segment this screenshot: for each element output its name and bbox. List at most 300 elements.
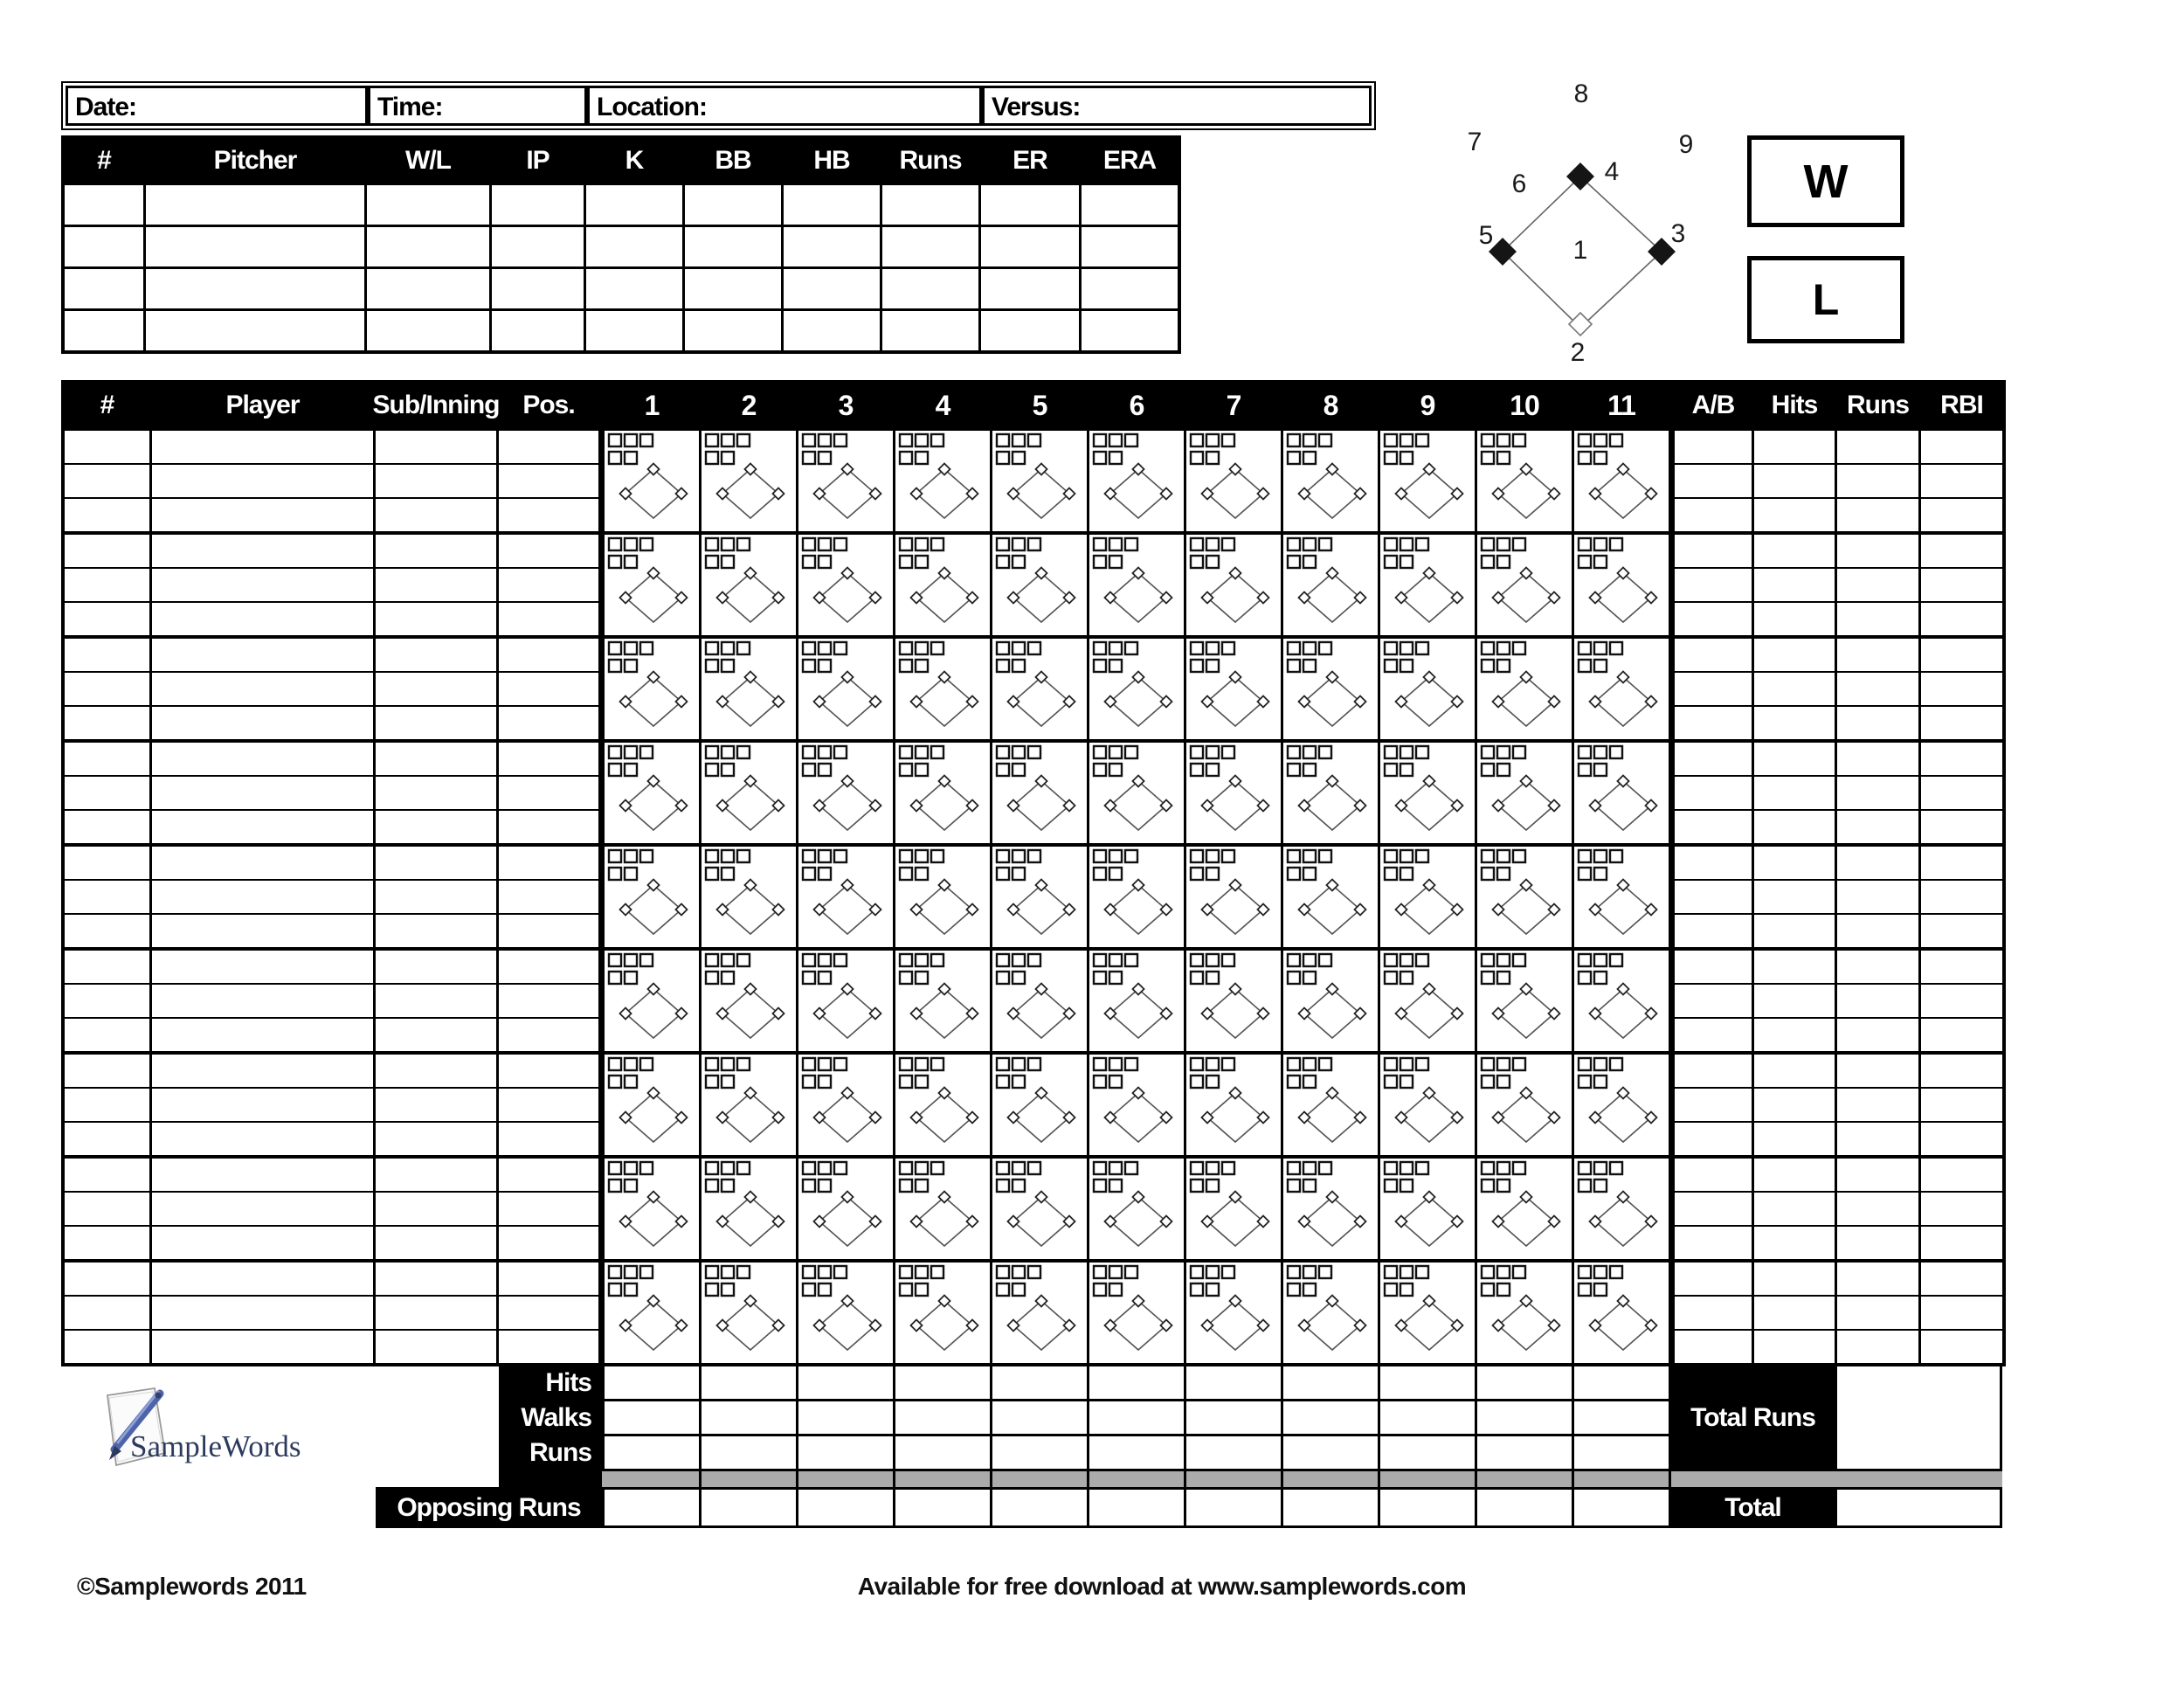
inning-cell[interactable] — [992, 1159, 1087, 1259]
inning-cell[interactable] — [895, 639, 990, 739]
opposing-runs-cell[interactable] — [1283, 1490, 1378, 1525]
position-cell[interactable] — [499, 811, 598, 843]
inning-cell[interactable] — [1283, 535, 1378, 635]
player-number-cell[interactable] — [65, 1263, 149, 1295]
pitch-count-boxes[interactable] — [1579, 538, 1622, 568]
inning-cell[interactable] — [798, 1159, 893, 1259]
rbi-cell[interactable] — [1921, 569, 2002, 601]
inning-cell[interactable] — [992, 535, 1087, 635]
inning-cell[interactable] — [1089, 1055, 1184, 1155]
inning-cell[interactable] — [1089, 743, 1184, 843]
pitch-count-boxes[interactable] — [1288, 1058, 1331, 1088]
runs-cell[interactable] — [1837, 881, 1918, 913]
position-cell[interactable] — [499, 881, 598, 913]
pitcher-cell[interactable] — [981, 227, 1079, 266]
pitch-count-boxes[interactable] — [900, 954, 943, 984]
pitch-count-boxes[interactable] — [1385, 850, 1428, 880]
pitch-count-boxes[interactable] — [1191, 850, 1234, 880]
pitcher-cell[interactable] — [784, 269, 880, 308]
player-number-cell[interactable] — [65, 985, 149, 1017]
inning-cell[interactable] — [1477, 639, 1572, 739]
player-number-cell[interactable] — [65, 1331, 149, 1363]
runs-cell[interactable] — [1837, 811, 1918, 843]
pitcher-cell[interactable] — [685, 269, 781, 308]
pitcher-cell[interactable] — [981, 269, 1079, 308]
inning-cell[interactable] — [1283, 1055, 1378, 1155]
pitch-count-boxes[interactable] — [803, 642, 847, 672]
versus-field[interactable] — [982, 86, 1372, 126]
position-cell[interactable] — [499, 707, 598, 739]
runs-cell[interactable] — [1837, 431, 1918, 463]
inning-cell[interactable] — [605, 1263, 699, 1363]
opposing-runs-cell[interactable] — [1477, 1490, 1572, 1525]
runs-cell[interactable] — [1837, 1331, 1918, 1363]
pitch-count-boxes[interactable] — [900, 642, 943, 672]
pitch-count-boxes[interactable] — [997, 746, 1040, 776]
pitch-count-boxes[interactable] — [1482, 746, 1525, 776]
summary-runs-cell[interactable] — [1089, 1436, 1184, 1469]
pitch-count-boxes[interactable] — [706, 1058, 750, 1088]
runs-cell[interactable] — [1837, 603, 1918, 635]
sub-inning-cell[interactable] — [376, 1123, 496, 1155]
pitcher-cell[interactable] — [586, 269, 682, 308]
player-number-cell[interactable] — [65, 707, 149, 739]
hits-cell[interactable] — [1754, 431, 1835, 463]
inning-cell[interactable] — [895, 743, 990, 843]
inning-cell[interactable] — [1380, 847, 1475, 947]
inning-cell[interactable] — [1283, 639, 1378, 739]
runs-cell[interactable] — [1837, 499, 1918, 531]
inning-cell[interactable] — [1574, 535, 1669, 635]
pitch-count-boxes[interactable] — [706, 1266, 750, 1296]
inning-cell[interactable] — [1186, 639, 1281, 739]
pitch-count-boxes[interactable] — [900, 1162, 943, 1192]
rbi-cell[interactable] — [1921, 1159, 2002, 1191]
at-bats-cell[interactable] — [1675, 1159, 1752, 1191]
summary-hits-cell[interactable] — [992, 1366, 1087, 1399]
pitcher-cell[interactable] — [981, 185, 1079, 225]
inning-cell[interactable] — [1380, 743, 1475, 843]
summary-hits-cell[interactable] — [1477, 1366, 1572, 1399]
pitch-count-boxes[interactable] — [609, 538, 653, 568]
opposing-runs-cell[interactable] — [798, 1490, 893, 1525]
sub-inning-cell[interactable] — [376, 951, 496, 983]
hits-cell[interactable] — [1754, 985, 1835, 1017]
inning-cell[interactable] — [1380, 535, 1475, 635]
pitch-count-boxes[interactable] — [1385, 1266, 1428, 1296]
inning-cell[interactable] — [798, 535, 893, 635]
inning-cell[interactable] — [605, 951, 699, 1051]
hits-cell[interactable] — [1754, 847, 1835, 879]
player-number-cell[interactable] — [65, 915, 149, 947]
inning-cell[interactable] — [798, 1263, 893, 1363]
summary-walks-cell[interactable] — [702, 1401, 796, 1434]
summary-runs-cell[interactable] — [605, 1436, 699, 1469]
pitch-count-boxes[interactable] — [900, 1266, 943, 1296]
sub-inning-cell[interactable] — [376, 1263, 496, 1295]
inning-cell[interactable] — [992, 951, 1087, 1051]
inning-cell[interactable] — [1283, 847, 1378, 947]
pitch-count-boxes[interactable] — [706, 850, 750, 880]
pitch-count-boxes[interactable] — [803, 746, 847, 776]
pitch-count-boxes[interactable] — [1288, 434, 1331, 464]
pitch-count-boxes[interactable] — [1579, 1058, 1622, 1088]
pitch-count-boxes[interactable] — [609, 434, 653, 464]
rbi-cell[interactable] — [1921, 881, 2002, 913]
pitcher-cell[interactable] — [882, 311, 978, 350]
summary-walks-cell[interactable] — [1380, 1401, 1475, 1434]
position-cell[interactable] — [499, 603, 598, 635]
pitcher-cell[interactable] — [882, 269, 978, 308]
inning-cell[interactable] — [1574, 1159, 1669, 1259]
hits-cell[interactable] — [1754, 535, 1835, 567]
pitch-count-boxes[interactable] — [1191, 642, 1234, 672]
pitch-count-boxes[interactable] — [803, 1266, 847, 1296]
pitch-count-boxes[interactable] — [706, 954, 750, 984]
pitch-count-boxes[interactable] — [997, 1162, 1040, 1192]
opposing-runs-cell[interactable] — [895, 1490, 990, 1525]
inning-cell[interactable] — [1380, 431, 1475, 531]
pitch-count-boxes[interactable] — [1579, 642, 1622, 672]
player-number-cell[interactable] — [65, 1227, 149, 1259]
player-number-cell[interactable] — [65, 673, 149, 705]
inning-cell[interactable] — [1477, 1159, 1572, 1259]
inning-cell[interactable] — [1283, 431, 1378, 531]
pitch-count-boxes[interactable] — [1191, 1266, 1234, 1296]
sub-inning-cell[interactable] — [376, 569, 496, 601]
pitcher-cell[interactable] — [367, 269, 489, 308]
opposing-runs-cell[interactable] — [702, 1490, 796, 1525]
runs-cell[interactable] — [1837, 1227, 1918, 1259]
player-name-cell[interactable] — [152, 1089, 373, 1121]
inning-cell[interactable] — [1574, 639, 1669, 739]
summary-hits-cell[interactable] — [702, 1366, 796, 1399]
pitch-count-boxes[interactable] — [1094, 538, 1137, 568]
hits-cell[interactable] — [1754, 569, 1835, 601]
position-cell[interactable] — [499, 1297, 598, 1329]
opposing-runs-cell[interactable] — [605, 1490, 699, 1525]
hits-cell[interactable] — [1754, 777, 1835, 809]
pitch-count-boxes[interactable] — [1385, 746, 1428, 776]
runs-cell[interactable] — [1837, 569, 1918, 601]
player-name-cell[interactable] — [152, 881, 373, 913]
player-number-cell[interactable] — [65, 1193, 149, 1225]
hits-cell[interactable] — [1754, 465, 1835, 497]
hits-cell[interactable] — [1754, 743, 1835, 775]
pitch-count-boxes[interactable] — [1094, 1266, 1137, 1296]
player-name-cell[interactable] — [152, 535, 373, 567]
pitch-count-boxes[interactable] — [1094, 1058, 1137, 1088]
position-cell[interactable] — [499, 777, 598, 809]
position-cell[interactable] — [499, 1227, 598, 1259]
inning-cell[interactable] — [605, 743, 699, 843]
hits-cell[interactable] — [1754, 1089, 1835, 1121]
rbi-cell[interactable] — [1921, 743, 2002, 775]
pitch-count-boxes[interactable] — [706, 746, 750, 776]
pitch-count-boxes[interactable] — [1482, 1266, 1525, 1296]
player-number-cell[interactable] — [65, 465, 149, 497]
runs-cell[interactable] — [1837, 1089, 1918, 1121]
summary-runs-cell[interactable] — [1477, 1436, 1572, 1469]
inning-cell[interactable] — [1380, 1263, 1475, 1363]
inning-cell[interactable] — [1283, 1263, 1378, 1363]
player-number-cell[interactable] — [65, 431, 149, 463]
pitcher-cell[interactable] — [65, 227, 143, 266]
position-cell[interactable] — [499, 847, 598, 879]
opposing-runs-cell[interactable] — [1574, 1490, 1669, 1525]
inning-cell[interactable] — [1380, 1159, 1475, 1259]
inning-cell[interactable] — [702, 743, 796, 843]
at-bats-cell[interactable] — [1675, 1193, 1752, 1225]
inning-cell[interactable] — [702, 1055, 796, 1155]
pitch-count-boxes[interactable] — [1288, 954, 1331, 984]
pitcher-cell[interactable] — [882, 227, 978, 266]
inning-cell[interactable] — [1186, 951, 1281, 1051]
inning-cell[interactable] — [1089, 1159, 1184, 1259]
runs-cell[interactable] — [1837, 915, 1918, 947]
pitch-count-boxes[interactable] — [900, 434, 943, 464]
sub-inning-cell[interactable] — [376, 881, 496, 913]
pitcher-cell[interactable] — [367, 185, 489, 225]
position-cell[interactable] — [499, 465, 598, 497]
inning-cell[interactable] — [1186, 431, 1281, 531]
inning-cell[interactable] — [1186, 743, 1281, 843]
summary-runs-cell[interactable] — [702, 1436, 796, 1469]
sub-inning-cell[interactable] — [376, 1055, 496, 1087]
hits-cell[interactable] — [1754, 1263, 1835, 1295]
inning-cell[interactable] — [1574, 431, 1669, 531]
player-name-cell[interactable] — [152, 1159, 373, 1191]
summary-runs-cell[interactable] — [798, 1436, 893, 1469]
player-number-cell[interactable] — [65, 743, 149, 775]
pitch-count-boxes[interactable] — [1579, 1266, 1622, 1296]
at-bats-cell[interactable] — [1675, 707, 1752, 739]
inning-cell[interactable] — [895, 951, 990, 1051]
sub-inning-cell[interactable] — [376, 1089, 496, 1121]
pitch-count-boxes[interactable] — [997, 954, 1040, 984]
inning-cell[interactable] — [1186, 535, 1281, 635]
inning-cell[interactable] — [605, 535, 699, 635]
pitcher-cell[interactable] — [367, 227, 489, 266]
pitch-count-boxes[interactable] — [997, 1266, 1040, 1296]
position-cell[interactable] — [499, 1331, 598, 1363]
player-name-cell[interactable] — [152, 847, 373, 879]
position-cell[interactable] — [499, 1019, 598, 1051]
inning-cell[interactable] — [895, 1159, 990, 1259]
pitcher-cell[interactable] — [492, 227, 584, 266]
sub-inning-cell[interactable] — [376, 743, 496, 775]
rbi-cell[interactable] — [1921, 1331, 2002, 1363]
sub-inning-cell[interactable] — [376, 915, 496, 947]
at-bats-cell[interactable] — [1675, 1055, 1752, 1087]
inning-cell[interactable] — [605, 431, 699, 531]
inning-cell[interactable] — [895, 1263, 990, 1363]
sub-inning-cell[interactable] — [376, 499, 496, 531]
pitch-count-boxes[interactable] — [997, 850, 1040, 880]
pitch-count-boxes[interactable] — [900, 1058, 943, 1088]
runs-cell[interactable] — [1837, 743, 1918, 775]
inning-cell[interactable] — [1574, 1055, 1669, 1155]
summary-hits-cell[interactable] — [1574, 1366, 1669, 1399]
player-number-cell[interactable] — [65, 1159, 149, 1191]
hits-cell[interactable] — [1754, 707, 1835, 739]
opposing-runs-cell[interactable] — [1089, 1490, 1184, 1525]
sub-inning-cell[interactable] — [376, 535, 496, 567]
opposing-runs-cell[interactable] — [1186, 1490, 1281, 1525]
pitch-count-boxes[interactable] — [900, 850, 943, 880]
position-cell[interactable] — [499, 743, 598, 775]
summary-runs-cell[interactable] — [1186, 1436, 1281, 1469]
summary-walks-cell[interactable] — [1283, 1401, 1378, 1434]
sub-inning-cell[interactable] — [376, 1297, 496, 1329]
pitcher-cell[interactable] — [146, 227, 364, 266]
at-bats-cell[interactable] — [1675, 431, 1752, 463]
position-cell[interactable] — [499, 915, 598, 947]
player-name-cell[interactable] — [152, 673, 373, 705]
runs-cell[interactable] — [1837, 465, 1918, 497]
hits-cell[interactable] — [1754, 1159, 1835, 1191]
hits-cell[interactable] — [1754, 1193, 1835, 1225]
inning-cell[interactable] — [1186, 1055, 1281, 1155]
pitcher-cell[interactable] — [492, 311, 584, 350]
inning-cell[interactable] — [895, 535, 990, 635]
pitcher-cell[interactable] — [784, 227, 880, 266]
pitch-count-boxes[interactable] — [1288, 642, 1331, 672]
pitch-count-boxes[interactable] — [1385, 538, 1428, 568]
inning-cell[interactable] — [992, 639, 1087, 739]
pitch-count-boxes[interactable] — [1288, 538, 1331, 568]
hits-cell[interactable] — [1754, 1055, 1835, 1087]
inning-cell[interactable] — [798, 743, 893, 843]
player-name-cell[interactable] — [152, 915, 373, 947]
summary-walks-cell[interactable] — [895, 1401, 990, 1434]
inning-cell[interactable] — [702, 431, 796, 531]
inning-cell[interactable] — [895, 1055, 990, 1155]
at-bats-cell[interactable] — [1675, 535, 1752, 567]
pitcher-cell[interactable] — [492, 269, 584, 308]
rbi-cell[interactable] — [1921, 465, 2002, 497]
inning-cell[interactable] — [702, 951, 796, 1051]
player-name-cell[interactable] — [152, 1227, 373, 1259]
inning-cell[interactable] — [1283, 1159, 1378, 1259]
pitch-count-boxes[interactable] — [706, 1162, 750, 1192]
pitcher-cell[interactable] — [685, 227, 781, 266]
summary-hits-cell[interactable] — [798, 1366, 893, 1399]
player-number-cell[interactable] — [65, 1055, 149, 1087]
hits-cell[interactable] — [1754, 1331, 1835, 1363]
pitch-count-boxes[interactable] — [1288, 1266, 1331, 1296]
pitch-count-boxes[interactable] — [1191, 746, 1234, 776]
runs-cell[interactable] — [1837, 639, 1918, 671]
summary-walks-cell[interactable] — [1186, 1401, 1281, 1434]
pitch-count-boxes[interactable] — [609, 850, 653, 880]
sub-inning-cell[interactable] — [376, 777, 496, 809]
summary-hits-cell[interactable] — [1186, 1366, 1281, 1399]
inning-cell[interactable] — [798, 1055, 893, 1155]
at-bats-cell[interactable] — [1675, 1297, 1752, 1329]
at-bats-cell[interactable] — [1675, 915, 1752, 947]
pitch-count-boxes[interactable] — [609, 746, 653, 776]
rbi-cell[interactable] — [1921, 1227, 2002, 1259]
rbi-cell[interactable] — [1921, 1193, 2002, 1225]
at-bats-cell[interactable] — [1675, 1263, 1752, 1295]
time-field[interactable] — [368, 86, 587, 126]
inning-cell[interactable] — [1089, 1263, 1184, 1363]
pitcher-cell[interactable] — [146, 269, 364, 308]
pitch-count-boxes[interactable] — [1094, 434, 1137, 464]
pitch-count-boxes[interactable] — [803, 434, 847, 464]
player-name-cell[interactable] — [152, 811, 373, 843]
pitcher-cell[interactable] — [586, 311, 682, 350]
inning-cell[interactable] — [798, 431, 893, 531]
pitcher-cell[interactable] — [685, 185, 781, 225]
pitch-count-boxes[interactable] — [1288, 746, 1331, 776]
total-runs-value-cell[interactable] — [1835, 1364, 2002, 1471]
at-bats-cell[interactable] — [1675, 1123, 1752, 1155]
rbi-cell[interactable] — [1921, 707, 2002, 739]
runs-cell[interactable] — [1837, 847, 1918, 879]
pitch-count-boxes[interactable] — [609, 954, 653, 984]
rbi-cell[interactable] — [1921, 603, 2002, 635]
pitch-count-boxes[interactable] — [803, 850, 847, 880]
rbi-cell[interactable] — [1921, 1055, 2002, 1087]
rbi-cell[interactable] — [1921, 673, 2002, 705]
hits-cell[interactable] — [1754, 915, 1835, 947]
inning-cell[interactable] — [605, 1055, 699, 1155]
pitch-count-boxes[interactable] — [1191, 1162, 1234, 1192]
player-number-cell[interactable] — [65, 1089, 149, 1121]
inning-cell[interactable] — [992, 743, 1087, 843]
sub-inning-cell[interactable] — [376, 639, 496, 671]
pitcher-cell[interactable] — [586, 227, 682, 266]
hits-cell[interactable] — [1754, 881, 1835, 913]
pitcher-cell[interactable] — [784, 311, 880, 350]
position-cell[interactable] — [499, 499, 598, 531]
pitch-count-boxes[interactable] — [1579, 746, 1622, 776]
rbi-cell[interactable] — [1921, 535, 2002, 567]
inning-cell[interactable] — [992, 1055, 1087, 1155]
position-cell[interactable] — [499, 1055, 598, 1087]
position-cell[interactable] — [499, 431, 598, 463]
summary-runs-cell[interactable] — [1380, 1436, 1475, 1469]
pitch-count-boxes[interactable] — [1579, 434, 1622, 464]
inning-cell[interactable] — [1283, 951, 1378, 1051]
rbi-cell[interactable] — [1921, 777, 2002, 809]
inning-cell[interactable] — [1477, 535, 1572, 635]
player-name-cell[interactable] — [152, 1123, 373, 1155]
pitcher-cell[interactable] — [146, 311, 364, 350]
player-name-cell[interactable] — [152, 951, 373, 983]
pitcher-cell[interactable] — [367, 311, 489, 350]
player-number-cell[interactable] — [65, 881, 149, 913]
player-name-cell[interactable] — [152, 707, 373, 739]
hits-cell[interactable] — [1754, 1123, 1835, 1155]
at-bats-cell[interactable] — [1675, 465, 1752, 497]
player-name-cell[interactable] — [152, 1263, 373, 1295]
pitch-count-boxes[interactable] — [1385, 954, 1428, 984]
inning-cell[interactable] — [992, 847, 1087, 947]
position-cell[interactable] — [499, 569, 598, 601]
player-number-cell[interactable] — [65, 847, 149, 879]
runs-cell[interactable] — [1837, 1159, 1918, 1191]
pitch-count-boxes[interactable] — [1579, 850, 1622, 880]
runs-cell[interactable] — [1837, 777, 1918, 809]
summary-hits-cell[interactable] — [1380, 1366, 1475, 1399]
sub-inning-cell[interactable] — [376, 985, 496, 1017]
at-bats-cell[interactable] — [1675, 1089, 1752, 1121]
pitch-count-boxes[interactable] — [1482, 1058, 1525, 1088]
at-bats-cell[interactable] — [1675, 743, 1752, 775]
